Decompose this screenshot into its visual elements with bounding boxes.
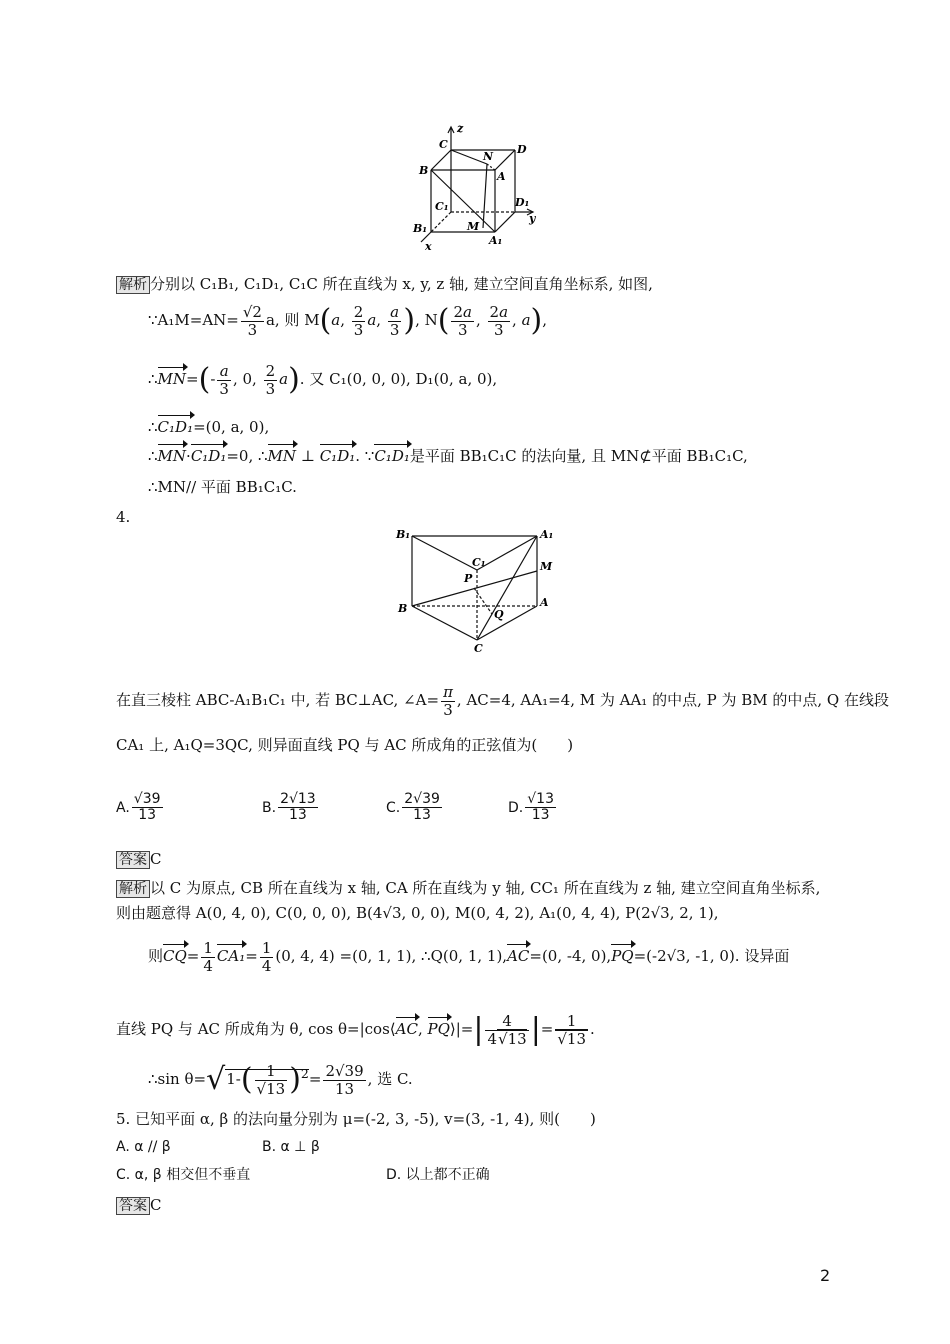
q4-option-a[interactable] xyxy=(116,792,165,824)
fig1-label-A: A xyxy=(497,170,506,183)
analysis1-intro: 分别以 C₁B₁, C₁D₁, C₁C 所在直线为 x, y, z 轴, 建立空间直角坐标系, 如图, xyxy=(150,275,653,293)
q4-solution-line1 xyxy=(116,879,820,898)
sol4-a: 直线 PQ 与 AC 所成角为 θ, cos θ=|cos⟨ xyxy=(116,1020,396,1038)
sol3-c: =(0, -4, 0), xyxy=(529,947,612,965)
q4-answer xyxy=(116,850,161,869)
sol3-a: 则 xyxy=(148,947,164,965)
q4-option-b[interactable] xyxy=(262,792,320,824)
line2-after: . 又 C₁(0, 0, 0), D₁(0, a, 0), xyxy=(299,370,498,388)
line4-a: =0, ∴ xyxy=(226,447,268,465)
fig1-label-M: M xyxy=(467,220,480,233)
option-den: 13 xyxy=(413,807,431,824)
fig4-label-Q: Q xyxy=(494,608,504,621)
fig1-label-B: B xyxy=(419,164,429,177)
fig1-label-C: C xyxy=(439,138,448,151)
option-label: C. xyxy=(386,799,401,816)
q4-stem-line2: CA₁ 上, A₁Q=3QC, 则异面直线 PQ 与 AC 所成角的正弦值为( ) xyxy=(116,736,574,754)
option-label: B. xyxy=(262,799,277,816)
line4-d: 是平面 BB₁C₁C 的法向量, 且 MN⊄平面 BB₁C₁C, xyxy=(409,447,748,465)
q4-stem-b: , AC=4, AA₁=4, M 为 AA₁ 的中点, P 为 BM 的中点, Q 在线段 xyxy=(456,691,890,709)
option-label: A. xyxy=(116,799,130,816)
fig1-label-N: N xyxy=(483,150,494,163)
analysis-tag: 解析 xyxy=(116,276,150,294)
option-num: 2√39 xyxy=(404,791,440,807)
fig1-label-D1: D₁ xyxy=(515,196,530,209)
fig1-label-B1: B₁ xyxy=(413,222,428,235)
q5-option-a[interactable]: A. α // β xyxy=(116,1139,171,1155)
analysis1-intro-line xyxy=(116,275,653,294)
analysis1-line3: ∴C₁D₁=(0, a, 0), xyxy=(148,418,270,436)
q4-solution-line3: 则CQ= $\frac{1}{4}$ CA₁= $\frac{1}{4}$ (0, 4, 4) =(0, 1, 1), ∴Q(0, 1, 1),AC=(0, -4, 0),PQ=(-2√3, -1, 0). 设异面 xyxy=(148,939,790,975)
sol5-a: ∴sin θ= xyxy=(148,1070,207,1088)
fig1-label-y: y xyxy=(529,212,536,225)
q4-stem-a: 在直三棱柱 ABC-A₁B₁C₁ 中, 若 BC⊥AC, ∠A= xyxy=(116,691,440,709)
answer-tag: 答案 xyxy=(116,851,150,869)
analysis1-line4: ∴MN·C₁D₁=0, ∴MN ⊥ C₁D₁. ∵C₁D₁是平面 BB₁C₁C 的法向量, 且 MN⊄平面 BB₁C₁C, xyxy=(148,447,748,465)
frac-pi-3: $\frac{\pi}{3}$ xyxy=(443,683,453,719)
fig4-label-B1: B₁ xyxy=(396,528,411,541)
fig4-label-B: B xyxy=(398,602,408,615)
q4-solution-line4: 直线 PQ 与 AC 所成角为 θ, cos θ=|cos⟨AC, PQ⟩|=| $\frac{4}{4√13}$ |= $\frac{1}{√13}$ . xyxy=(116,1011,595,1048)
page-number: 2 xyxy=(820,1266,831,1285)
line1-prefix: ∵A₁M=AN= xyxy=(148,311,239,329)
q4-solution-line5: ∴sin θ=√1-( $\frac{1}{√13}$ )$^2$= $\frac{2√39}{13}$ , 选 C. xyxy=(148,1062,413,1098)
fig1-label-D: D xyxy=(517,143,527,156)
line3-text: =(0, a, 0), xyxy=(193,418,270,436)
cube-figure xyxy=(405,120,555,255)
q5-answer xyxy=(116,1196,161,1215)
analysis-tag: 解析 xyxy=(116,880,150,898)
q4-stem-line1 xyxy=(116,684,889,718)
q4-solution-line2: 则由题意得 A(0, 4, 0), C(0, 0, 0), B(4√3, 0, 0), M(0, 4, 2), A₁(0, 4, 4), P(2√3, 2, 1), xyxy=(116,904,719,922)
fig4-label-P: P xyxy=(464,572,473,585)
fig1-label-z: z xyxy=(457,122,464,135)
analysis1-line1: ∵A₁M=AN= $\frac{√2}{3}$ a, 则 M(a, $\frac{2}{3}$ a, $\frac{a}{3}$ ), N( $\frac{2a}{3}$ , $\frac{2a}{3}$ , a), xyxy=(148,303,548,339)
fig4-label-A1: A₁ xyxy=(540,528,554,541)
option-den: 13 xyxy=(138,807,157,824)
frac-sqrt2-3: $\frac{√2}{3}$ xyxy=(242,303,262,339)
analysis1-line5: ∴MN// 平面 BB₁C₁C. xyxy=(148,478,297,496)
line4-b: ⊥ xyxy=(300,447,315,465)
answer-tag: 答案 xyxy=(116,1197,150,1215)
fig1-label-x: x xyxy=(425,240,432,253)
q4-number: 4. xyxy=(116,508,131,526)
analysis1-line2: ∴MN=(- $\frac{a}{3}$ , 0, $\frac{2}{3}$ a). 又 C₁(0, 0, 0), D₁(0, a, 0), xyxy=(148,362,498,398)
q5-option-b[interactable]: B. α ⊥ β xyxy=(262,1139,320,1155)
option-den: 13 xyxy=(531,807,550,824)
prism-figure xyxy=(392,522,562,657)
fig4-label-C: C xyxy=(474,642,483,655)
fig1-label-C1: C₁ xyxy=(435,200,449,213)
fig4-label-A: A xyxy=(540,596,549,609)
option-num: 2√13 xyxy=(280,791,316,807)
sol4-b: ⟩|= xyxy=(449,1020,474,1038)
fig4-label-C1: C₁ xyxy=(472,556,486,569)
fig1-label-A1: A₁ xyxy=(489,234,503,247)
line4-c: . ∵ xyxy=(355,447,375,465)
sol5-b: , 选 C. xyxy=(367,1070,413,1088)
option-den: 13 xyxy=(288,807,307,824)
option-num: √13 xyxy=(527,791,554,807)
option-label: D. xyxy=(508,799,524,816)
q5-option-c[interactable]: C. α, β 相交但不垂直 xyxy=(116,1167,251,1183)
line1-N: , N xyxy=(415,311,438,329)
answer-value: C xyxy=(150,850,162,868)
fig4-label-M: M xyxy=(540,560,553,573)
q5-stem: 5. 已知平面 α, β 的法向量分别为 μ=(-2, 3, -5), v=(3, -1, 4), 则( ) xyxy=(116,1110,596,1128)
option-num: √39 xyxy=(133,791,161,807)
q4-option-c[interactable] xyxy=(386,792,444,824)
answer-value: C xyxy=(150,1196,162,1214)
line1-mid: a, 则 M xyxy=(265,311,320,329)
sol3-d: =(-2√3, -1, 0). 设异面 xyxy=(633,947,790,965)
line2-prefix: ∴ xyxy=(148,370,158,388)
q4-sol1: 以 C 为原点, CB 所在直线为 x 轴, CA 所在直线为 y 轴, CC₁ 所在直线为 z 轴, 建立空间直角坐标系, xyxy=(150,879,821,897)
q4-option-d[interactable] xyxy=(508,792,558,824)
q5-option-d[interactable]: D. 以上都不正确 xyxy=(386,1167,490,1183)
sol3-b: (0, 4, 4) =(0, 1, 1), ∴Q(0, 1, 1), xyxy=(275,947,508,965)
